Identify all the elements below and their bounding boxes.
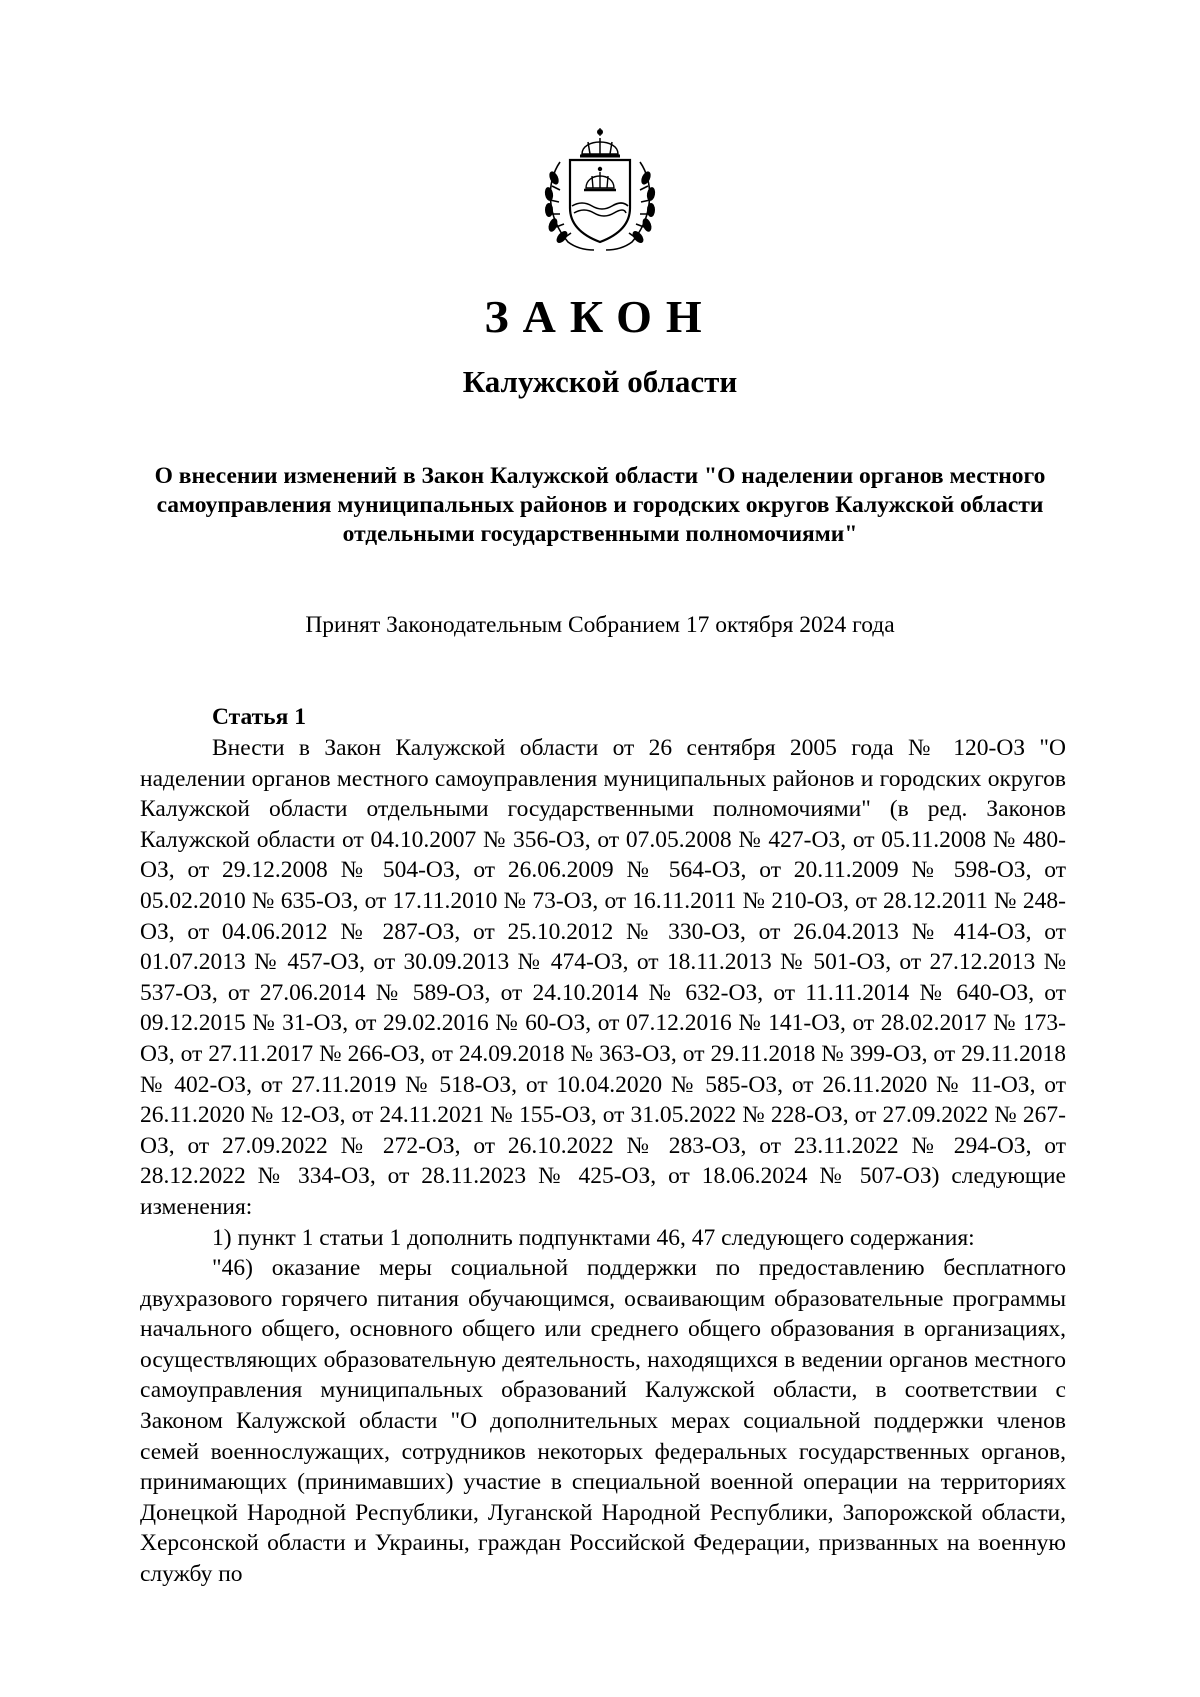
region-title: Калужской области [462, 364, 738, 399]
article-paragraph: 1) пункт 1 статьи 1 дополнить подпунктами 46, 47 следующего содержания: [212, 1224, 975, 1251]
article-heading: Статья 1 [212, 704, 306, 730]
law-title: ЗАКОН [484, 291, 716, 342]
law-subject: О внесении изменений в Закон Калужской области "О наделении органов местного самоуправления муниципальных районов и городских округов Калужской области отдельными государственными полномочиями" [154, 463, 1046, 547]
article-paragraph: "46) оказание меры социальной поддержки по предоставлению бесплатного двухразового горячего питания обучающимся, осваивающим образовательные программы начального общего, основного общего или среднего общего образования в организациях, осуществляющих образовательную деятельность, находящихся в ведении органов местного самоуправления муниципальных образований Калужской области, в соответствии с Законом Калужской области "О дополнительных мерах социальной поддержки членов семей военнослужащих, сотрудников некоторых федеральных государственных органов, принимающих (принимавших) участие в специальной военной операции на территориях Донецкой Народной Республики, Луганской Народной Республики, Запорожской области, Херсонской области и Украины, граждан Российской Федерации, призванных на военную службу по [140, 1255, 1066, 1588]
adoption-line: Принят Законодательным Собранием 17 октября 2024 года [305, 612, 895, 638]
coat-of-arms-emblem [538, 126, 662, 254]
article-paragraph: Внести в Закон Калужской области от 26 сентября 2005 года № 120-ОЗ "О наделении органов местного самоуправления муниципальных районов и городских округов Калужской области отдельными государственными полномочиями" (в ред. Законов Калужской области от 04.10.2007 № 356-ОЗ, от 07.05.2008 № 427-ОЗ, от 05.11.2008 № 480-ОЗ, от 29.12.2008 № 504-ОЗ, от 26.06.2009 № 564-ОЗ, от 20.11.2009 № 598-ОЗ, от 05.02.2010 № 635-ОЗ, от 17.11.2010 № 73-ОЗ, от 16.11.2011 № 210-ОЗ, от 28.12.2011 № 248-ОЗ, от 04.06.2012 № 287-ОЗ, от 25.10.2012 № 330-ОЗ, от 26.04.2013 № 414-ОЗ, от 01.07.2013 № 457-ОЗ, от 30.09.2013 № 474-ОЗ, от 18.11.2013 № 501-ОЗ, от 27.12.2013 № 537-ОЗ, от 27.06.2014 № 589-ОЗ, от 24.10.2014 № 632-ОЗ, от 11.11.2014 № 640-ОЗ, от 09.12.2015 № 31-ОЗ, от 29.02.2016 № 60-ОЗ, от 07.12.2016 № 141-ОЗ, от 28.02.2017 № 173-ОЗ, от 27.11.2017 № 266-ОЗ, от 24.09.2018 № 363-ОЗ, от 29.11.2018 № 399-ОЗ, от 29.11.2018 № 402-ОЗ, от 27.11.2019 № 518-ОЗ, от 10.04.2020 № 585-ОЗ, от 26.11.2020 № 11-ОЗ, от 26.11.2020 № 12-ОЗ, от 24.11.2021 № 155-ОЗ, от 31.05.2022 № 228-ОЗ, от 27.09.2022 № 267-ОЗ, от 27.09.2022 № 272-ОЗ, от 26.10.2022 № 283-ОЗ, от 23.11.2022 № 294-ОЗ, от 28.12.2022 № 334-ОЗ, от 28.11.2023 № 425-ОЗ, от 18.06.2024 № 507-ОЗ) следующие изменения: [140, 735, 1066, 1220]
article-body [140, 733, 1066, 1590]
